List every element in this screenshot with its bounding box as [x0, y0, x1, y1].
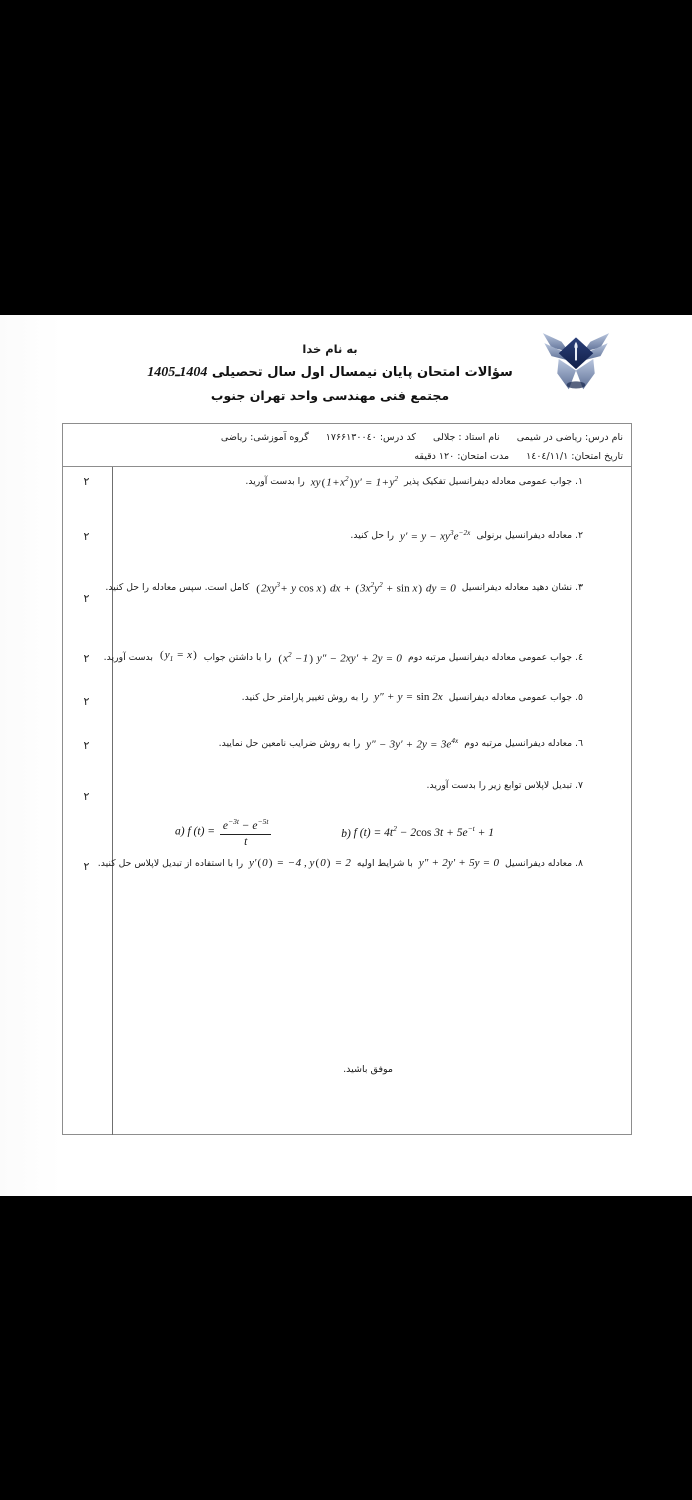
department-field: گروه آموزشی: ریاضی: [220, 432, 309, 443]
mark-value: ۲: [83, 652, 90, 665]
exam-title-line: [40, 361, 620, 384]
academic-year: 1404ـ1405: [147, 365, 208, 380]
bismillah-line: به نام خدا: [302, 342, 358, 356]
question-text-mid: با شرایط اولیه: [356, 858, 413, 869]
mark-value: ۲: [83, 739, 90, 752]
question-formula: y″ + y = sin 2x: [374, 691, 443, 703]
laplace-a-fraction: [218, 815, 274, 849]
question-text: نشان دهید معادله دیفرانسیل: [461, 581, 573, 593]
laplace-item-a: [175, 815, 273, 849]
laplace-a-numerator: $e^{-3t} - e^{-5t}$: [220, 815, 272, 835]
question-text: معادله دیفرانسیل: [504, 858, 573, 869]
question-item: [71, 577, 583, 598]
question-text-tail: را بدست آورید.: [245, 475, 305, 487]
exam-duration-field: مدت امتحان: ۱۲۰ دقیقه: [414, 451, 510, 462]
question-item: [71, 855, 583, 872]
question-text-mid: را با داشتن جواب: [203, 652, 272, 664]
scan-edge-shading: [0, 315, 62, 1196]
instructor-field: نام استاد : جلالی: [433, 432, 500, 443]
question-text-tail: را حل کنید.: [350, 529, 395, 541]
question-text: جواب عمومی معادله دیفرانسیل مرتبه دوم: [407, 652, 573, 664]
question-number: ۸.: [575, 858, 583, 869]
question-text-tail: را با استفاده از تبدیل لاپلاس حل کنید.: [97, 858, 244, 869]
question-text: جواب عمومی معادله دیفرانسیل: [448, 692, 573, 703]
mark-value: ۲: [83, 530, 90, 543]
question-text-tail: را به روش ضرایب نامعین حل نمایید.: [218, 737, 361, 749]
question-item: [71, 733, 583, 754]
question-formula: $xy(1+x^2)y' = 1+y^2$: [310, 475, 399, 489]
question-number: ۷.: [575, 780, 583, 791]
exam-info-header: [63, 424, 631, 467]
question-number: ٤.: [575, 652, 583, 664]
exam-table: [62, 423, 632, 1135]
question-formula: $y'' - 3y' + 2y = 3e^{4x}$: [366, 737, 459, 751]
question-formula: $y' = y - xy^3e^{-2x}$: [400, 529, 471, 543]
question-formula-2: y′(0) = −4 , y(0) = 2: [249, 857, 351, 869]
question-text-tail: بدست آورید.: [103, 652, 153, 664]
question-formula: y″ + 2y′ + 5y = 0: [418, 857, 499, 869]
question-text-tail: را به روش تغییر پارامتر حل کنید.: [241, 692, 369, 703]
document-heading: [40, 339, 620, 407]
question-number: ۳.: [575, 581, 583, 593]
question-formula: ($2xy^3+ y$ cos x) dx + $(3x^2y^2 + \sin x)$ dy = 0: [256, 581, 456, 595]
question-formula-2: $(y_1 = x)$: [159, 649, 197, 664]
exam-date-field: تاریخ امتحان: ۱٤۰٤/۱۱/۱: [526, 451, 623, 462]
laplace-a-label: a): [175, 825, 185, 838]
letterbox-bottom: [0, 1196, 692, 1500]
question-item: [71, 689, 583, 706]
exam-info-row-2: [71, 447, 623, 466]
course-field: نام درس: ریاضی در شیمی: [516, 432, 623, 443]
course-code-field: کد درس: ۱۷۶۶۱۳۰۰٤۰: [325, 432, 416, 443]
question-text: تبدیل لاپلاس توابع زیر را بدست آورید.: [426, 780, 573, 791]
closing-message: موفق باشید.: [343, 1064, 393, 1075]
question-number: ٥.: [575, 692, 583, 703]
question-text: جواب عمومی معادله دیفرانسیل تفکیک پذیر: [404, 475, 573, 487]
question-text: معادله دیفرانسیل مرتبه دوم: [464, 737, 573, 749]
exam-title-prefix: سؤالات امتحان پایان نیمسال اول سال تحصیلی: [211, 365, 513, 380]
mark-value: ۲: [83, 695, 90, 708]
laplace-a-denominator: t: [244, 835, 248, 848]
mark-value: ۲: [83, 790, 90, 803]
mark-value: ۲: [83, 860, 90, 873]
question-item: [71, 525, 583, 546]
question-text: معادله دیفرانسیل برنولی: [476, 529, 573, 541]
question-item: [71, 471, 583, 492]
question-item: [71, 777, 583, 794]
exam-info-row-1: [71, 428, 623, 447]
question-text-tail: کامل است. سپس معادله را حل کنید.: [105, 581, 250, 593]
mark-value: ۲: [83, 592, 90, 605]
question-number: ۱.: [575, 475, 583, 487]
question-formula: $(x^2 -1) y'' - 2xy' + 2y = 0$: [278, 651, 402, 665]
question-item: [71, 647, 583, 668]
laplace-item-b: [341, 825, 494, 840]
exam-page: [0, 315, 692, 1196]
laplace-b-label: b): [341, 827, 351, 840]
letterbox-top: [0, 0, 692, 315]
mark-value: ۲: [83, 475, 90, 488]
questions-column: [63, 467, 583, 1135]
question-number: ٦.: [575, 737, 583, 749]
faculty-line: مجتمع فنی مهندسی واحد تهران جنوب: [210, 388, 450, 403]
laplace-functions-row: [63, 815, 692, 849]
question-number: ۲.: [575, 529, 583, 541]
laplace-a-fn: f (t) =: [187, 825, 216, 838]
laplace-b-fn: f $(t) = 4t^2 - 2\cos$ $3t + 5e^{-t} + 1$: [353, 824, 495, 840]
